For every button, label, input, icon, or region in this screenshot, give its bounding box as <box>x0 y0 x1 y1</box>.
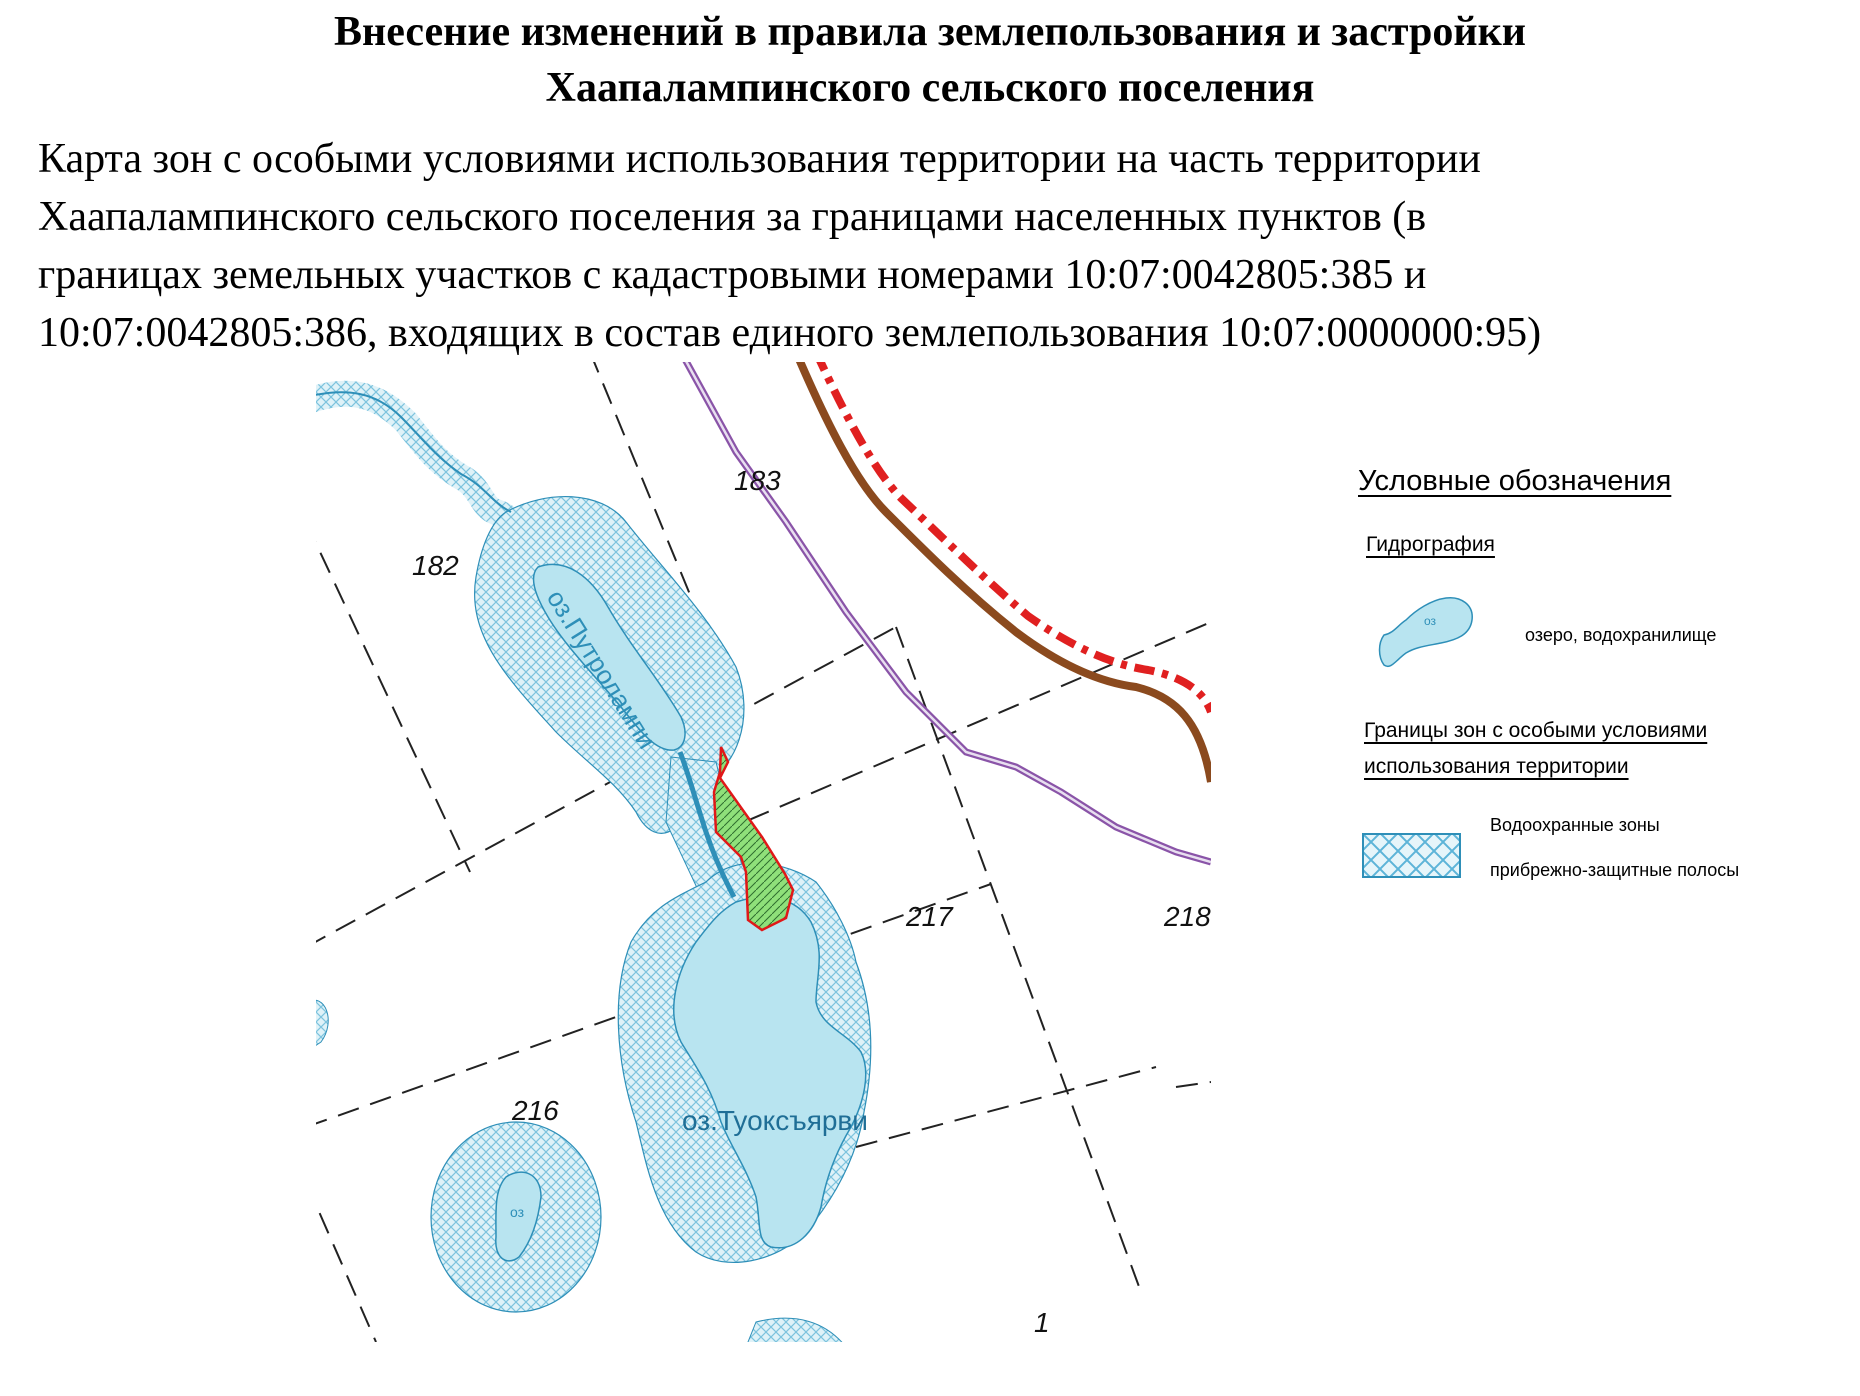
parcel-label-1: 1 <box>1034 1307 1050 1338</box>
lake-swatch <box>1376 595 1486 670</box>
admin-boundary <box>816 362 1211 712</box>
parcel-label-183: 183 <box>734 465 781 496</box>
edge-zone <box>316 1000 328 1052</box>
legend-section-zones-line2: использования территории <box>1364 755 1629 778</box>
subtitle-line-1: Карта зон с особыми условиями использования территории на часть территории <box>38 136 1481 182</box>
parcel-label-218: 218 <box>1164 901 1211 932</box>
parcel-label-217: 217 <box>906 901 953 932</box>
edge-zone-bottom <box>746 1318 846 1342</box>
legend-zone-label-2: прибрежно-защитные полосы <box>1490 860 1740 880</box>
river-buffer <box>316 394 516 524</box>
lake-south-label: оз.Туоксъярви <box>682 1105 868 1136</box>
map-panel[interactable] <box>316 362 1211 1342</box>
map-canvas[interactable] <box>316 362 1211 1342</box>
parcel-label-182: 182 <box>412 550 459 581</box>
lake-swatch-label: оз <box>1424 614 1437 628</box>
subtitle-line-2: Хаапалампинского сельского поселения за границами населенных пунктов (в <box>38 194 1427 240</box>
legend-lake-label: озеро, водохранилище <box>1525 625 1717 645</box>
power-line <box>681 362 1211 862</box>
legend-section-zones <box>1364 713 1707 785</box>
protection-zone-swatch <box>1362 833 1462 879</box>
legend-zone-label-1: Водоохранные зоны <box>1490 815 1660 835</box>
lake-north-label: оз.Путролампи <box>540 584 663 754</box>
document-title <box>0 4 1860 116</box>
subtitle-line-4: 10:07:0042805:386, входящих в состав единого землепользования 10:07:0000000:95) <box>38 310 1542 356</box>
title-line-2: Хаапалампинского сельского поселения <box>545 65 1315 111</box>
road <box>796 362 1211 782</box>
legend-section-hydrography: Гидрография <box>1366 533 1495 556</box>
legend-title: Условные обозначения <box>1358 465 1672 497</box>
legend-section-zones-line1: Границы зон с особыми условиями <box>1364 719 1708 742</box>
subtitle-line-3: границах земельных участков с кадастровыми номерами 10:07:0042805:385 и <box>38 252 1427 298</box>
small-lake-label: оз <box>510 1204 525 1220</box>
parcel-label-216: 216 <box>512 1095 559 1126</box>
title-line-1: Внесение изменений в правила землепользования и застройки <box>333 9 1527 55</box>
map-description <box>38 130 1838 362</box>
